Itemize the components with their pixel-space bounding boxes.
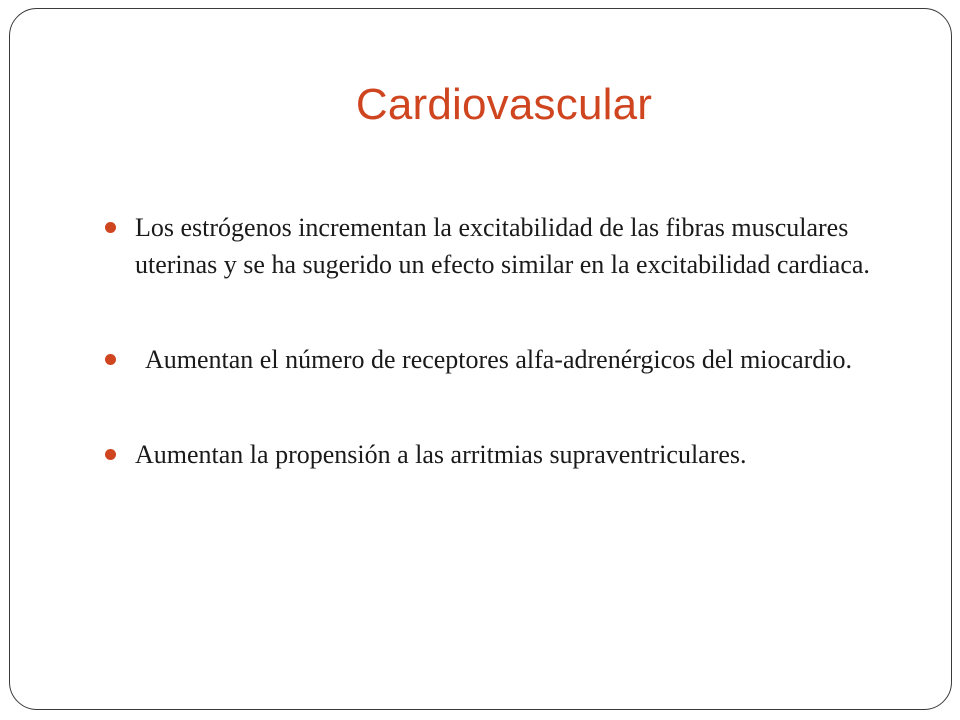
bullet-list [105,209,885,473]
round-bullet-icon [105,449,116,460]
bullet-text: Los estrógenos incrementan la excitabilidad de las fibras musculares uterinas y se ha sugerido un efecto similar en la excitabilidad cardiaca. [135,213,870,279]
slide-title: Cardiovascular [355,80,653,129]
bullet-text: Aumentan la propensión a las arritmias supraventriculares. [135,440,747,469]
bullet-item [105,436,885,473]
round-bullet-icon [105,354,116,365]
round-bullet-icon [105,222,116,233]
bullet-item [105,209,885,283]
bullet-item [105,341,885,378]
bullet-text: Aumentan el número de receptores alfa-adrenérgicos del miocardio. [145,345,852,374]
